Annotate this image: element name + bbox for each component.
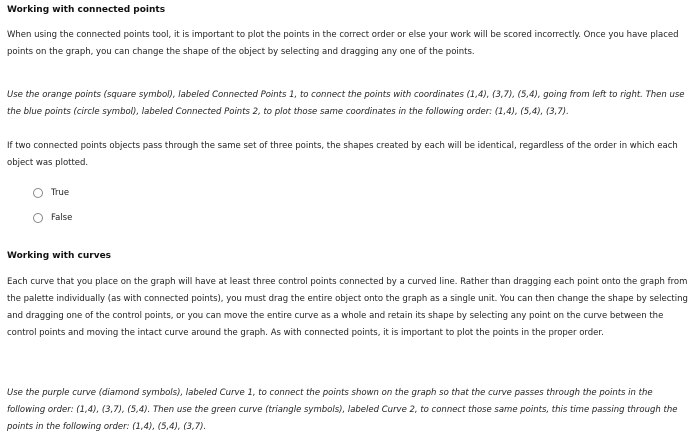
option-true-label[interactable]: True	[51, 188, 70, 198]
option-false-label[interactable]: False	[51, 213, 73, 223]
option-false[interactable]	[33, 211, 72, 225]
section-heading-connected-points: Working with connected points	[7, 5, 166, 15]
connected-points-instruction: Use the orange points (square symbol), labeled Connected Points 1, to connect the points with coordinates (1,4), (3,7), (5,4), going from left to right. Then use the blue points (circle symbol), labeled Connected Points 2, to plot those same coordinates in the following order: (1,4), (5,4), (3,7).	[7, 90, 685, 117]
connected-points-intro: When using the connected points tool, it is important to plot the points in the correct order or else your work will be scored incorrectly. Once you have placed points on the graph, you can change the shape of the object by selecting and dragging any one of the points.	[7, 30, 679, 57]
radio-false[interactable]	[33, 213, 43, 223]
section-heading-curves: Working with curves	[7, 251, 112, 261]
true-false-question: If two connected points objects pass through the same set of three points, the shapes created by each will be identical, regardless of the order in which each object was plotted.	[7, 141, 678, 168]
option-true[interactable]	[33, 186, 69, 200]
curves-instruction: Use the purple curve (diamond symbols), labeled Curve 1, to connect the points shown on the graph so that the curve passes through the points in the following order: (1,4), (3,7), (5,4). Then use the green curve (triangle symbols), labeled Curve 2, to connect those same points, this time passing through the points in the following order: (1,4), (5,4), (3,7).	[7, 388, 678, 432]
radio-true[interactable]	[33, 188, 43, 198]
curves-intro: Each curve that you place on the graph will have at least three control points connected by a curved line. Rather than dragging each point onto the graph from the palette individually (as with connected points), you must drag the entire object onto the graph as a single unit. You can then change the shape by selecting and dragging one of the control points, or you can move the entire curve as a whole and retain its shape by selecting any point on the curve between the control points and moving the intact curve around the graph. As with connected points, it is important to plot the points in the proper order.	[7, 277, 688, 338]
